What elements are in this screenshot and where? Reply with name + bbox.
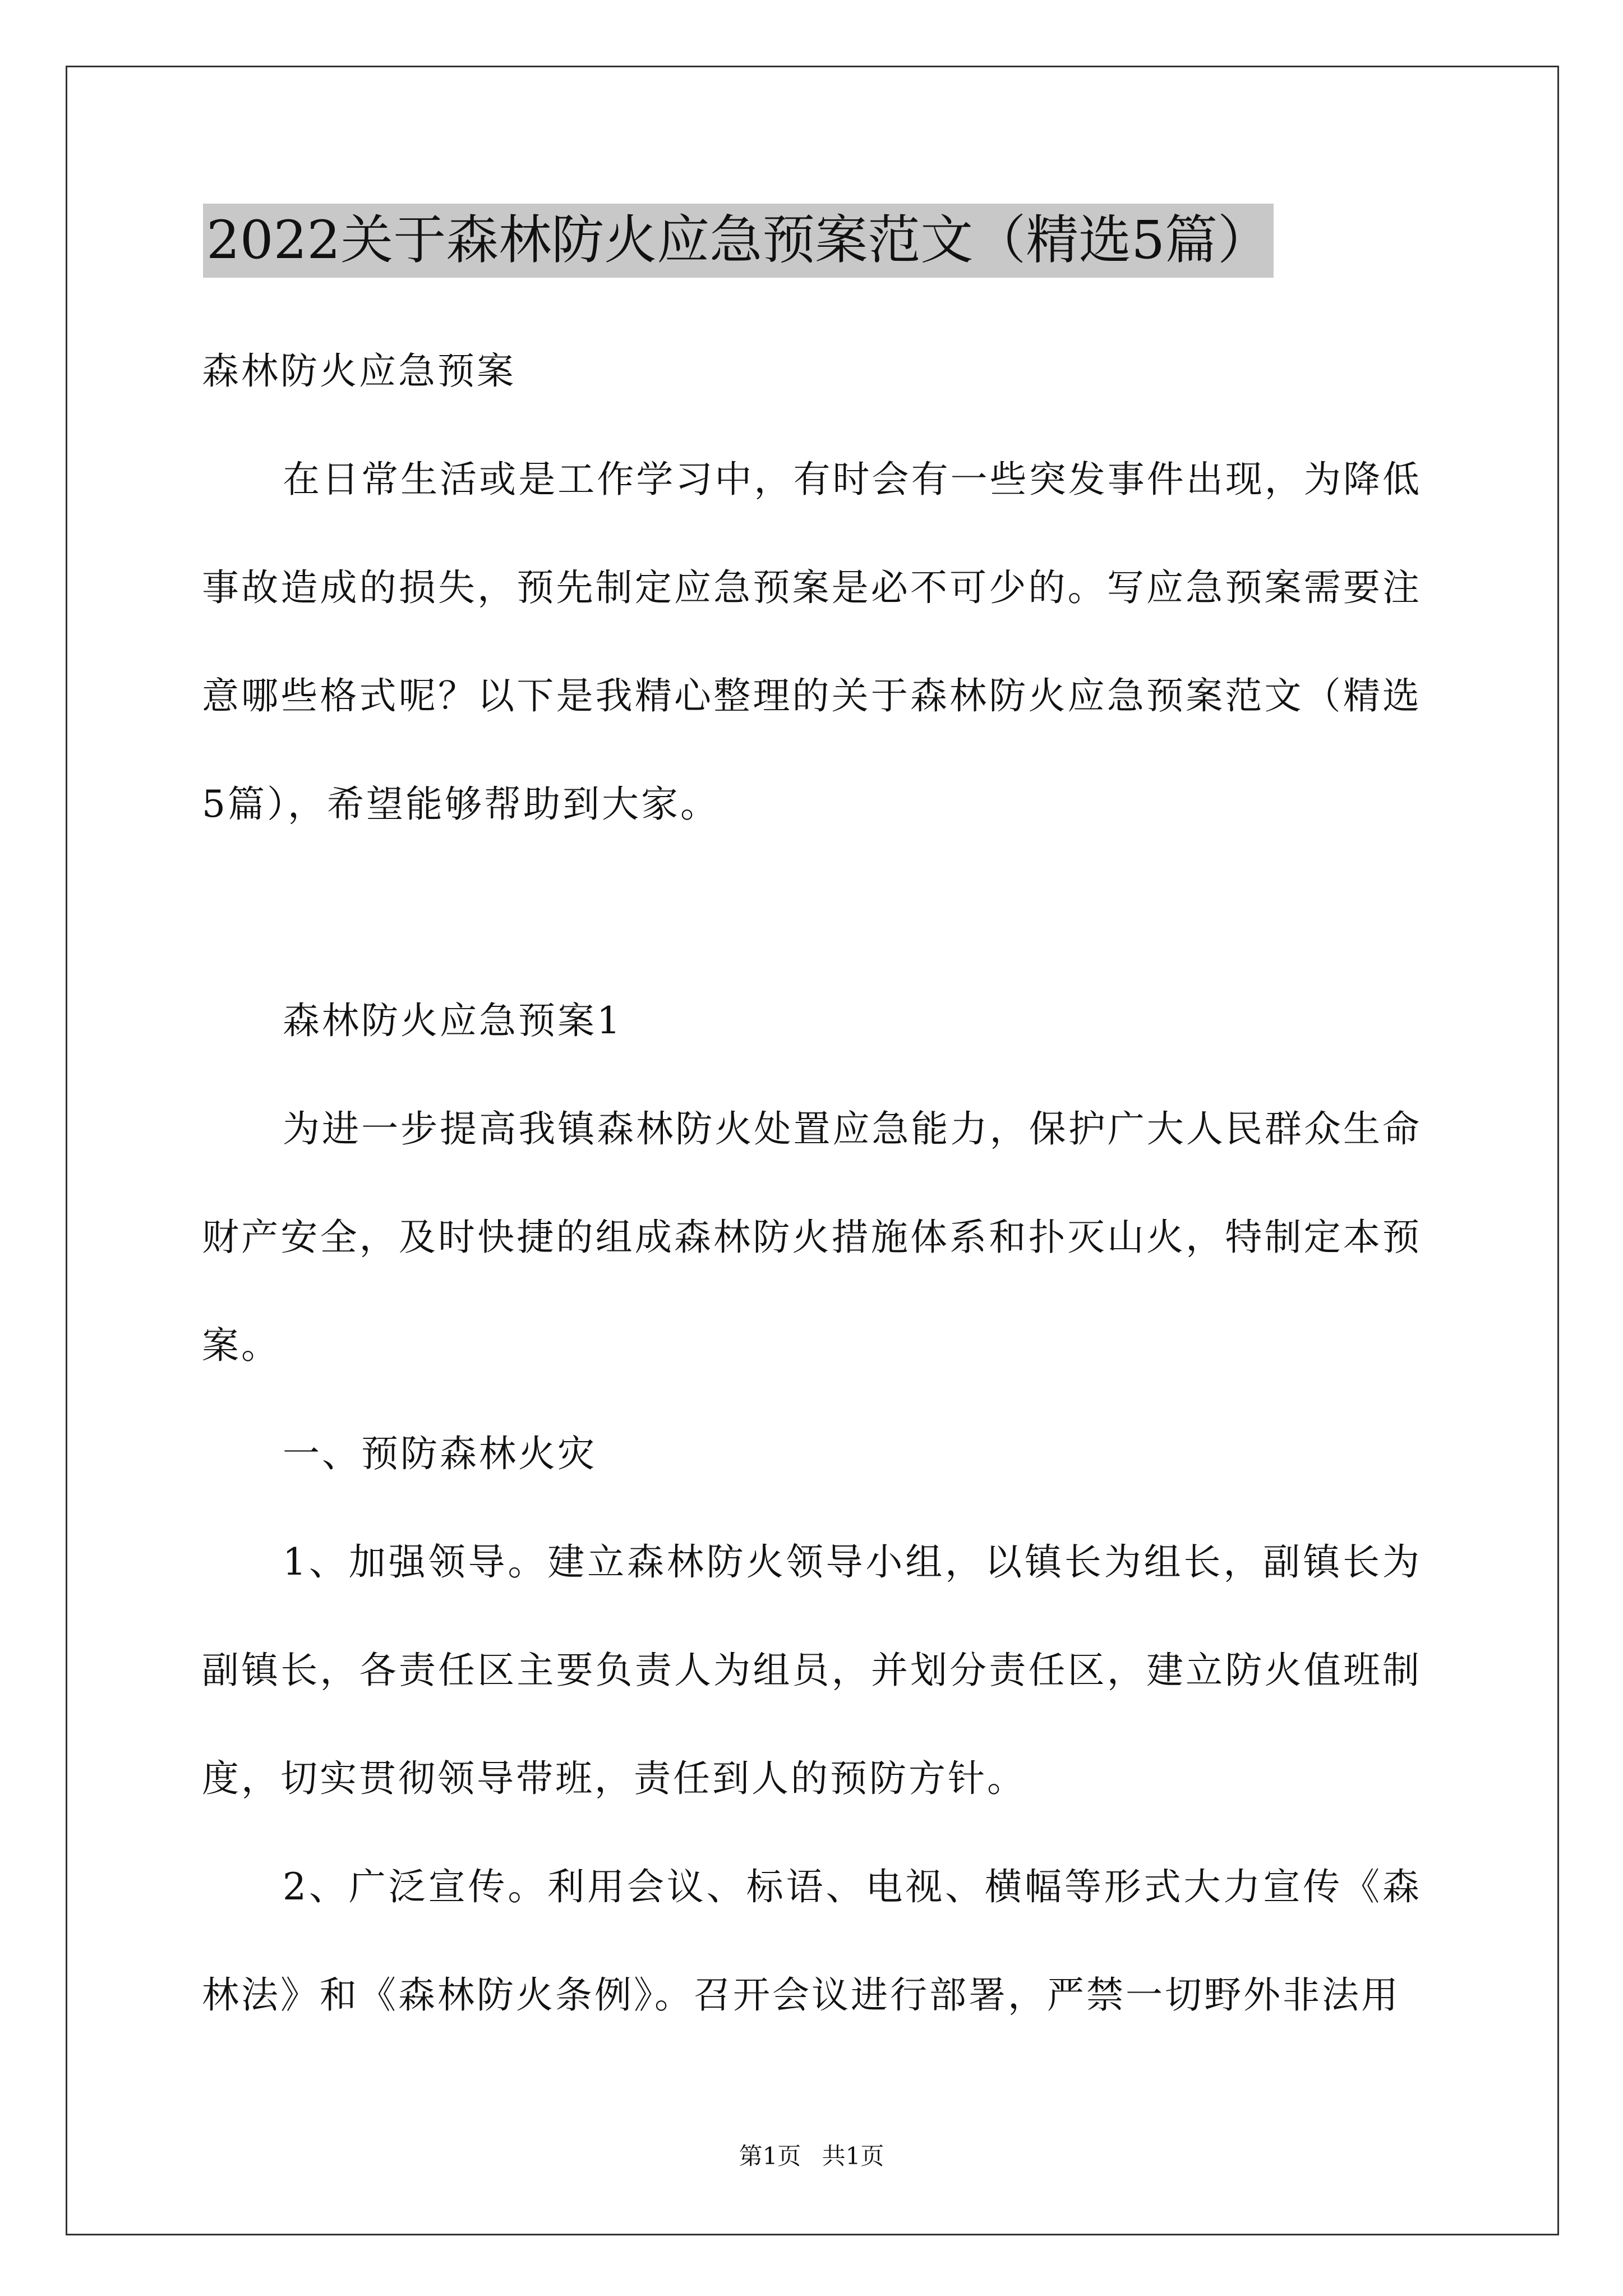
page-footer bbox=[0, 2139, 1623, 2173]
part-heading: 一、预防森林火灾 bbox=[283, 1432, 597, 1475]
document-title: 2022关于森林防火应急预案范文（精选5篇） bbox=[203, 204, 1274, 278]
list-item: 2、广泛宣传。利用会议、标语、电视、横幅等形式大力宣传《森林法》和《森林防火条例》。召开会议进行部署，严禁一切野外非法用 bbox=[202, 1865, 1422, 2017]
section-heading: 森林防火应急预案1 bbox=[283, 999, 623, 1042]
document-subtitle: 森林防火应急预案 bbox=[202, 349, 516, 393]
list-item: 1、加强领导。建立森林防火领导小组，以镇长为组长，副镇长为副镇长，各责任区主要负责人为组员，并划分责任区，建立防火值班制度，切实贯彻领导带班，责任到人的预防方针。 bbox=[202, 1540, 1422, 1800]
intro-paragraph: 在日常生活或是工作学习中，有时会有一些突发事件出现，为降低事故造成的损失，预先制定应急预案是必不可少的。写应急预案需要注意哪些格式呢？以下是我精心整理的关于森林防火应急预案范文（精选5篇），希望能够帮助到大家。 bbox=[202, 458, 1422, 826]
page-total: 共1页 bbox=[822, 2142, 884, 2170]
document-body bbox=[202, 317, 1422, 2049]
paragraph: 为进一步提高我镇森林防火处置应急能力，保护广大人民群众生命财产安全，及时快捷的组成森林防火措施体系和扑灭山火，特制定本预案。 bbox=[202, 1107, 1422, 1367]
page-number: 第1页 bbox=[739, 2142, 801, 2170]
